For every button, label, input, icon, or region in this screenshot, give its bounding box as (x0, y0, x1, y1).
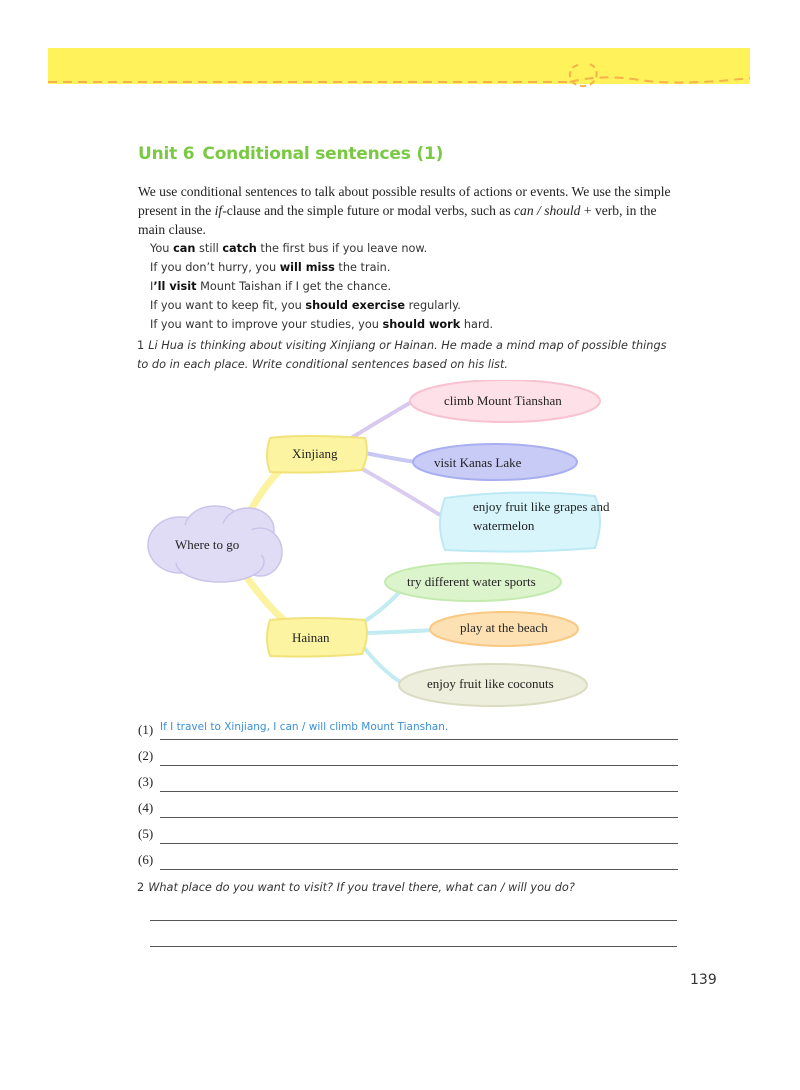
root-label: Where to go (175, 537, 240, 552)
answer-line (160, 843, 678, 844)
answer-label: (4) (138, 800, 154, 815)
example-list (150, 239, 493, 334)
page-number: 139 (690, 972, 717, 988)
answer-row[interactable] (138, 798, 678, 818)
leaf-climb: climb Mount Tianshan (444, 393, 562, 408)
page-title (138, 144, 443, 164)
answer-row[interactable] (138, 720, 678, 740)
answer-line (160, 869, 678, 870)
example-sentence: You can still catch the first bus if you leave now. (150, 242, 428, 255)
leaf-coconuts: enjoy fruit like coconuts (427, 676, 554, 691)
intro-modals: can / should (514, 203, 581, 218)
answer-line (160, 739, 678, 740)
task-text: Li Hua is thinking about visiting Xinjiang or Hainan. He made a mind map of possible things to do in each place. Write conditional sentences based on his list. (137, 339, 667, 371)
example-sentence: I’ll visit Mount Taishan if I get the chance. (150, 280, 392, 293)
intro-text-2: -clause and the simple future or modal verbs, such as (222, 203, 515, 218)
example-sentence: If you want to improve your studies, you should work hard. (150, 318, 494, 331)
answer-label: (2) (138, 748, 154, 763)
intro-text-1: We use conditional sentences to talk about possible results of actions or events. We use the simple present in the (138, 184, 671, 218)
task-text: What place do you want to visit? If you travel there, what can / will you do? (148, 881, 575, 894)
intro-if: if (214, 203, 223, 218)
answer-row[interactable] (138, 850, 678, 870)
unit-title: Conditional sentences (1) (202, 144, 444, 164)
mind-map (140, 380, 620, 725)
intro-text-3: + verb, in the main clause. (138, 203, 657, 237)
answer-label: (3) (138, 774, 154, 789)
answer-line (160, 791, 678, 792)
task-2-instruction (137, 878, 677, 897)
branch-hainan: Hainan (292, 630, 330, 645)
unit-label: Unit 6 (138, 144, 195, 164)
answer-label: (5) (138, 826, 154, 841)
leaf-water-sports: try different water sports (407, 574, 536, 589)
leaf-kanas: visit Kanas Lake (434, 455, 522, 470)
task-number: 1 (137, 339, 145, 352)
intro-paragraph (138, 182, 678, 239)
answer-text[interactable]: If I travel to Xinjiang, I can / will climb Mount Tianshan. (160, 721, 449, 733)
leaf-fruit-line1: enjoy fruit like grapes and (473, 499, 610, 514)
answer-line (160, 765, 678, 766)
branch-xinjiang: Xinjiang (292, 446, 338, 461)
blank-answer-line[interactable] (150, 920, 677, 921)
answer-label: (6) (138, 852, 154, 867)
blank-answer-line[interactable] (150, 946, 677, 947)
leaf-fruit-line2: watermelon (473, 518, 535, 533)
leaf-beach: play at the beach (460, 620, 548, 635)
task-number: 2 (137, 881, 145, 894)
answer-row[interactable] (138, 746, 678, 766)
answer-line (160, 817, 678, 818)
banner-decoration (40, 60, 760, 100)
answer-row[interactable] (138, 824, 678, 844)
example-sentence: If you want to keep fit, you should exercise regularly. (150, 299, 461, 312)
example-sentence: If you don’t hurry, you will miss the train. (150, 261, 391, 274)
answer-label: (1) (138, 722, 154, 737)
task-1-instruction (137, 336, 677, 374)
answer-row[interactable] (138, 772, 678, 792)
